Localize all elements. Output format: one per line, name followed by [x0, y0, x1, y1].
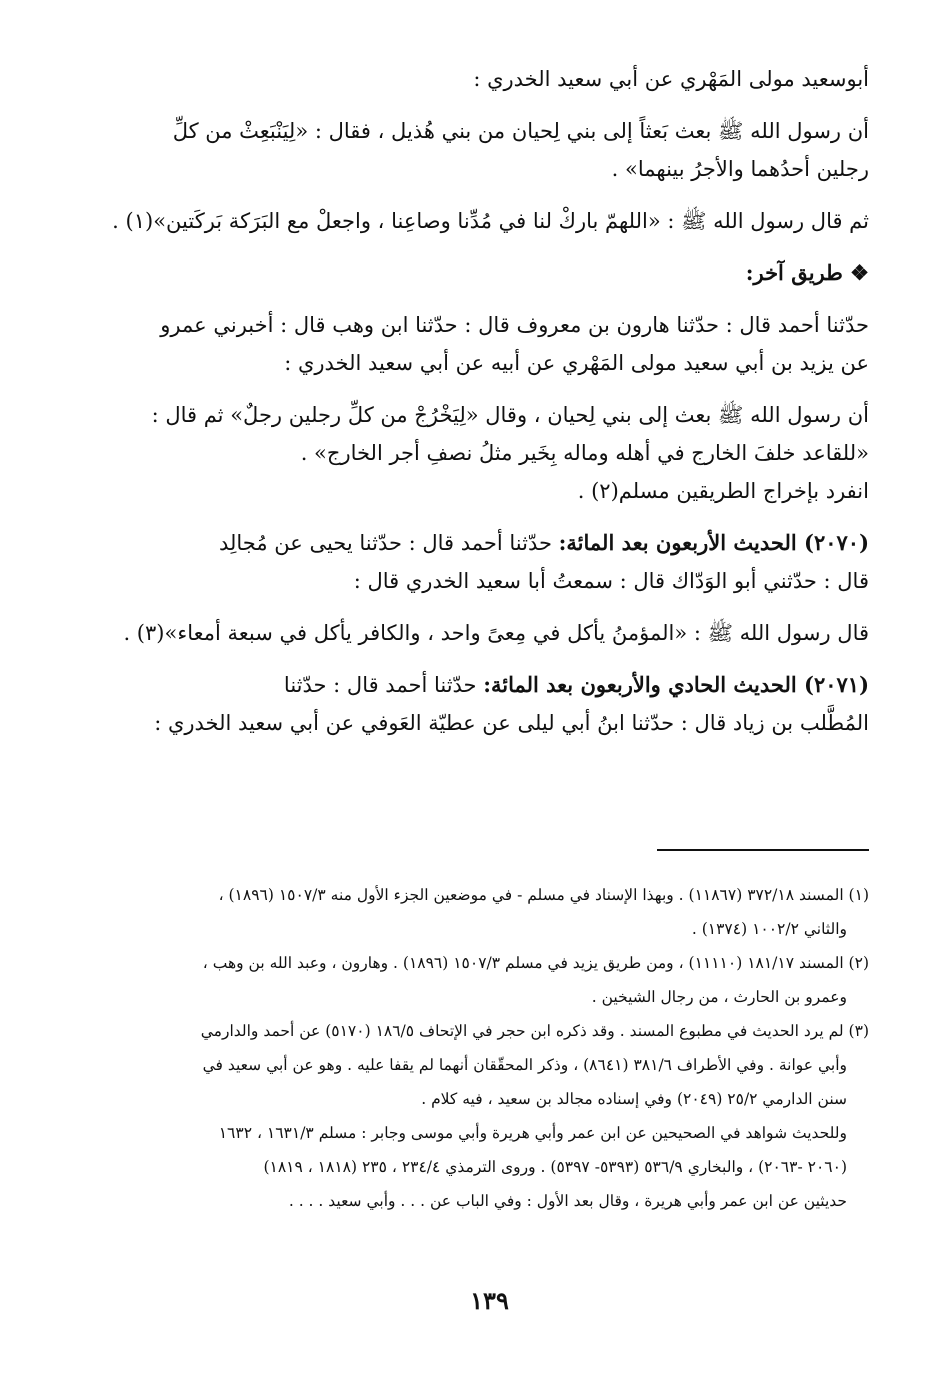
- section-heading: ❖ طريق آخر:: [745, 260, 869, 285]
- hadith-text-block: [110, 396, 869, 472]
- hadith-text-block: [110, 112, 869, 188]
- book-page: [110, 0, 869, 1383]
- footnote-3-line: حديثين عن ابن عمر وأبي هريرة ، وقال بعد الأول : وفي الباب عن . . . وأبي سعيد . . . .: [288, 1192, 847, 1210]
- hadith-2071-block: [110, 666, 869, 742]
- isnad-line: عن يزيد بن أبي سعيد مولى المَهْري عن أبيه عن أبي سعيد الخدري :: [284, 351, 869, 375]
- isnad-line: قال : حدّثني أبو الوَدّاك قال : سمعتُ أبا سعيد الخدري قال :: [353, 569, 869, 593]
- main-text: [110, 60, 869, 742]
- footnote-3-line: وللحديث شواهد في الصحيحين عن ابن عمر وأبي هريرة وأبي موسى وجابر : مسلم ١٦٣١/٣ ، ١٦٣٢: [218, 1124, 847, 1142]
- footnote-1-line: والثاني ١٠٠٢/٢ (١٣٧٤) .: [691, 920, 847, 938]
- footnote-divider: [657, 849, 869, 851]
- footnote-3-line: (٢٠٦٠ -٢٠٦٣) ، والبخاري ٥٣٦/٩ (٥٣٩٣- ٥٣٩٧) . وروى الترمذي ٢٣٤/٤ ، ٢٣٥ (١٨١٨ ، ١٨١٩): [263, 1158, 847, 1176]
- isnad-line: المُطَّلب بن زياد قال : حدّثنا ابنُ أبي ليلى عن عطيّة العَوفي عن أبي سعيد الخدري :: [154, 711, 869, 735]
- hadith-text-line: أن رسول الله ﷺ بعث إلى بني لِحيان ، وقال «لِيَخْرُجْ من كلِّ رجلين رجلٌ» ثم قال :: [151, 403, 869, 427]
- hadith-2071-line: [110, 666, 869, 704]
- hadith-2071-title: (٢٠٧١) الحديث الحادي والأربعون بعد المائة:: [483, 672, 869, 697]
- hadith-text-line: قال رسول الله ﷺ : «المؤمنُ يأكل في مِعىً واحد ، والكافر يأكل في سبعة أمعاء»(٣) .: [123, 621, 869, 645]
- footnote-3-line: وأبي عوانة . وفي الأطراف ٣٨١/٦ (٨٦٤١) ، وذكر المحقّقان أنهما لم يقفا عليه . وهو عن أبي سعيد في: [202, 1056, 847, 1074]
- isnad-block: [110, 306, 869, 382]
- footnote-1-line: (١) المسند ٣٧٢/١٨ (١١٨٦٧) . وبهذا الإسناد في مسلم - في موضعين الجزء الأول منه ١٥٠٧/٣ (١٨٩٦) ،: [218, 886, 869, 904]
- hadith-2070-block: [110, 524, 869, 600]
- hadith-2070-line: [110, 524, 869, 562]
- takhrij-note: انفرد بإخراج الطريقين مسلم(٢) .: [577, 479, 869, 503]
- page-number: ١٣٩: [470, 1286, 509, 1315]
- footnote-2-line: وعمرو بن الحارث ، من رجال الشيخين .: [591, 988, 847, 1006]
- footnote-3-line: (٣) لم يرد الحديث في مطبوع المسند . وقد ذكره ابن حجر في الإتحاف ١٨٦/٥ (٥١٧٠) عن أحمد والدارمي: [200, 1022, 869, 1040]
- isnad-line: أبوسعيد مولى المَهْري عن أبي سعيد الخدري :: [473, 67, 869, 91]
- isnad-line: حدّثنا أحمد قال : حدّثنا هارون بن معروف قال : حدّثنا ابن وهب قال : أخبرني عمرو: [160, 313, 869, 337]
- hadith-2071-isnad: حدّثنا أحمد قال : حدّثنا: [283, 673, 484, 697]
- hadith-text-line: ثم قال رسول الله ﷺ : «اللهمّ باركْ لنا في مُدِّنا وصاعِنا ، واجعلْ مع البَرَكة بَركَتين»(١) .: [112, 209, 869, 233]
- hadith-2070-title: (٢٠٧٠) الحديث الأربعون بعد المائة:: [558, 530, 869, 555]
- hadith-text-line: أن رسول الله ﷺ بعث بَعثاً إلى بني لِحيان من بني هُذيل ، فقال : «لِيَنْبَعِثْ من كلِّ: [172, 119, 869, 143]
- hadith-text-line: «للقاعد خلفَ الخارج في أهله وماله بِخَير مثلُ نصفِ أجر الخارج» .: [300, 441, 869, 465]
- footnote-3-line: سنن الدارمي ٢٥/٢ (٢٠٤٩) وفي إسناده مجالد بن سعيد ، فيه كلام .: [421, 1090, 847, 1108]
- hadith-text-line: رجلين أحدُهما والأجرُ بينهما» .: [611, 157, 869, 181]
- footnote-2-line: (٢) المسند ١٨١/١٧ (١١١١٠) ، ومن طريق يزيد في مسلم ١٥٠٧/٣ (١٨٩٦) . وهارون ، وعبد الله بن وهب ،: [202, 954, 869, 972]
- footnotes: [110, 878, 869, 1218]
- hadith-2070-isnad: حدّثنا أحمد قال : حدّثنا يحيى عن مُجالِد: [218, 531, 559, 555]
